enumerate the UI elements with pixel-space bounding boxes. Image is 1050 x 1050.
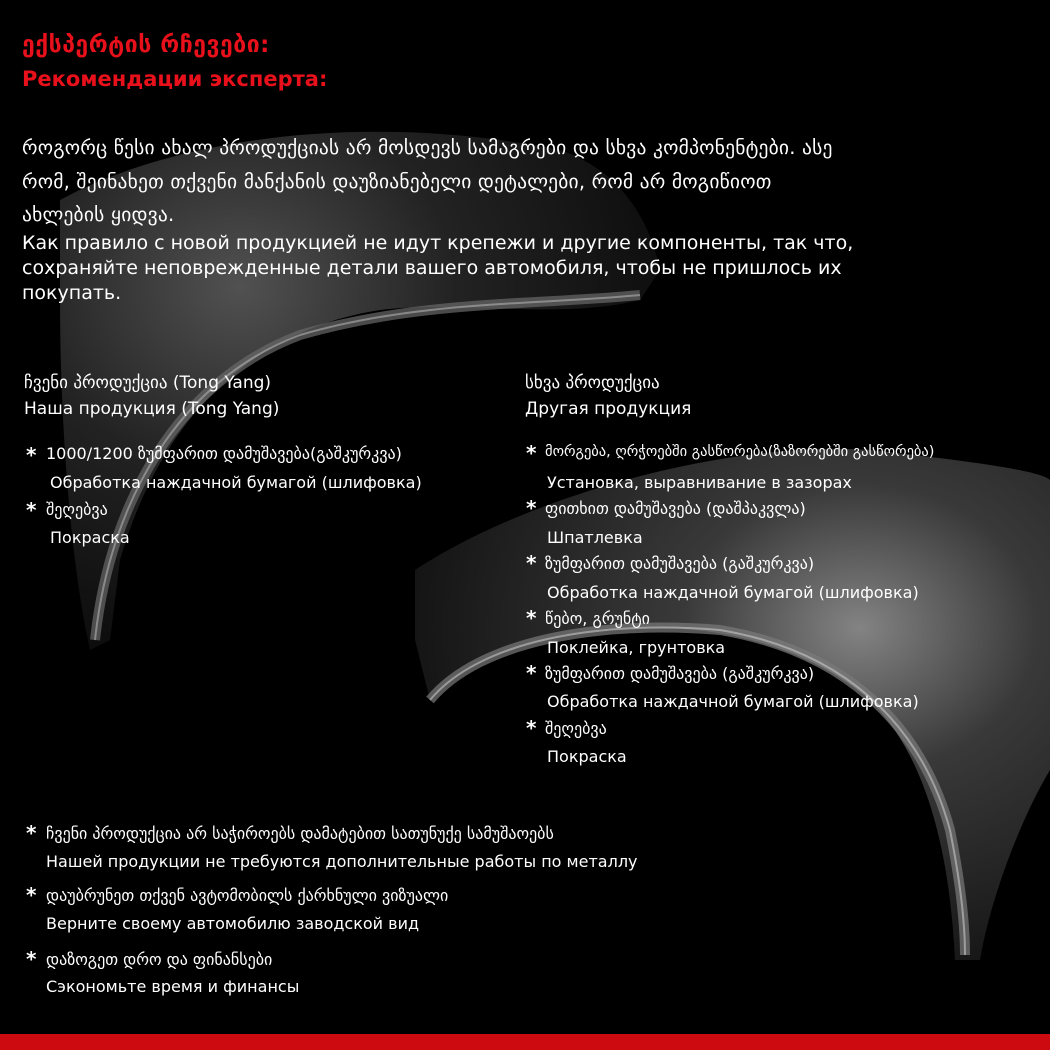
intro-ka-line-2: რომ, შეინახეთ თქვენი მანქანის დაუზიანებელი დეტალები, რომ არ მოგიწიოთ bbox=[22, 170, 772, 193]
benefit-1-ka: ჩვენი პროდუქცია არ საჭიროებს დამატებით სათუნუქე სამუშაოებს bbox=[46, 824, 554, 843]
bullet-star: * bbox=[26, 821, 37, 845]
ours-item-2-ka: შეღებვა bbox=[46, 500, 108, 519]
intro-ka-line-1: როგორც წესი ახალ პროდუქციას არ მოსდევს სამაგრები და სხვა კომპონენტები. ასე bbox=[22, 136, 833, 159]
intro-ru-line-3: покупать. bbox=[22, 282, 122, 304]
others-item-2-ru: Шпатлевка bbox=[547, 528, 643, 547]
intro-ru-line-1: Как правило с новой продукцией не идут крепежи и другие компоненты, так что, bbox=[22, 232, 854, 254]
bullet-star: * bbox=[526, 661, 537, 685]
ours-item-2-ru: Покраска bbox=[50, 528, 130, 547]
others-item-6-ka: შეღებვა bbox=[545, 719, 607, 738]
benefit-1-ru: Нашей продукции не требуются дополнительные работы по металлу bbox=[46, 852, 638, 871]
bullet-star: * bbox=[26, 498, 37, 522]
intro-ru-line-2: сохраняйте неповрежденные детали вашего автомобиля, чтобы не пришлось их bbox=[22, 257, 842, 279]
others-heading-ru: Другая продукция bbox=[525, 399, 692, 419]
others-item-5-ka: ზუმფარით დამუშავება (გაშკურკვა) bbox=[545, 664, 815, 683]
others-item-5-ru: Обработка наждачной бумагой (шлифовка) bbox=[547, 692, 919, 711]
bottom-accent-bar bbox=[0, 1034, 1050, 1050]
benefit-3-ka: დაზოგეთ დრო და ფინანსები bbox=[46, 950, 273, 969]
bullet-star: * bbox=[526, 551, 537, 575]
bullet-star: * bbox=[526, 496, 537, 520]
title-russian: Рекомендации эксперта: bbox=[22, 67, 328, 91]
others-item-3-ka: ზუმფარით დამუშავება (გაშკურკვა) bbox=[545, 554, 815, 573]
benefit-2-ru: Верните своему автомобилю заводской вид bbox=[46, 914, 420, 933]
bullet-star: * bbox=[26, 883, 37, 907]
ours-heading-ru: Наша продукция (Tong Yang) bbox=[24, 399, 280, 419]
bullet-star: * bbox=[26, 947, 37, 971]
others-item-1-ka: მორგება, ღრჭოებში გასწორება(ზაზორებში გასწორება) bbox=[545, 444, 935, 460]
others-heading-ka: სხვა პროდუქცია bbox=[525, 373, 660, 393]
ours-item-1-ru: Обработка наждачной бумагой (шлифовка) bbox=[50, 473, 422, 492]
bullet-star: * bbox=[526, 716, 537, 740]
ours-heading-ka: ჩვენი პროდუქცია (Tong Yang) bbox=[24, 373, 272, 393]
others-item-3-ru: Обработка наждачной бумагой (шлифовка) bbox=[547, 583, 919, 602]
benefit-2-ka: დაუბრუნეთ თქვენ ავტომობილს ქარხნული ვიზუალი bbox=[46, 886, 449, 905]
bullet-star: * bbox=[526, 441, 537, 465]
intro-ka-line-3: ახლების ყიდვა. bbox=[22, 203, 175, 226]
others-item-2-ka: ფითხით დამუშავება (დაშპაკვლა) bbox=[545, 499, 806, 518]
bullet-star: * bbox=[526, 606, 537, 630]
benefit-3-ru: Сэкономьте время и финансы bbox=[46, 977, 300, 996]
others-item-4-ru: Поклейка, грунтовка bbox=[547, 638, 726, 657]
bullet-star: * bbox=[26, 443, 37, 467]
others-item-6-ru: Покраска bbox=[547, 747, 627, 766]
title-georgian: ექსპერტის რჩევები: bbox=[22, 32, 270, 58]
ours-item-1-ka: 1000/1200 ზუმფარით დამუშავება(გაშკურკვა) bbox=[46, 444, 402, 463]
others-item-1-ru: Установка, выравнивание в зазорах bbox=[547, 473, 852, 492]
others-item-4-ka: წებო, გრუნტი bbox=[545, 609, 650, 628]
